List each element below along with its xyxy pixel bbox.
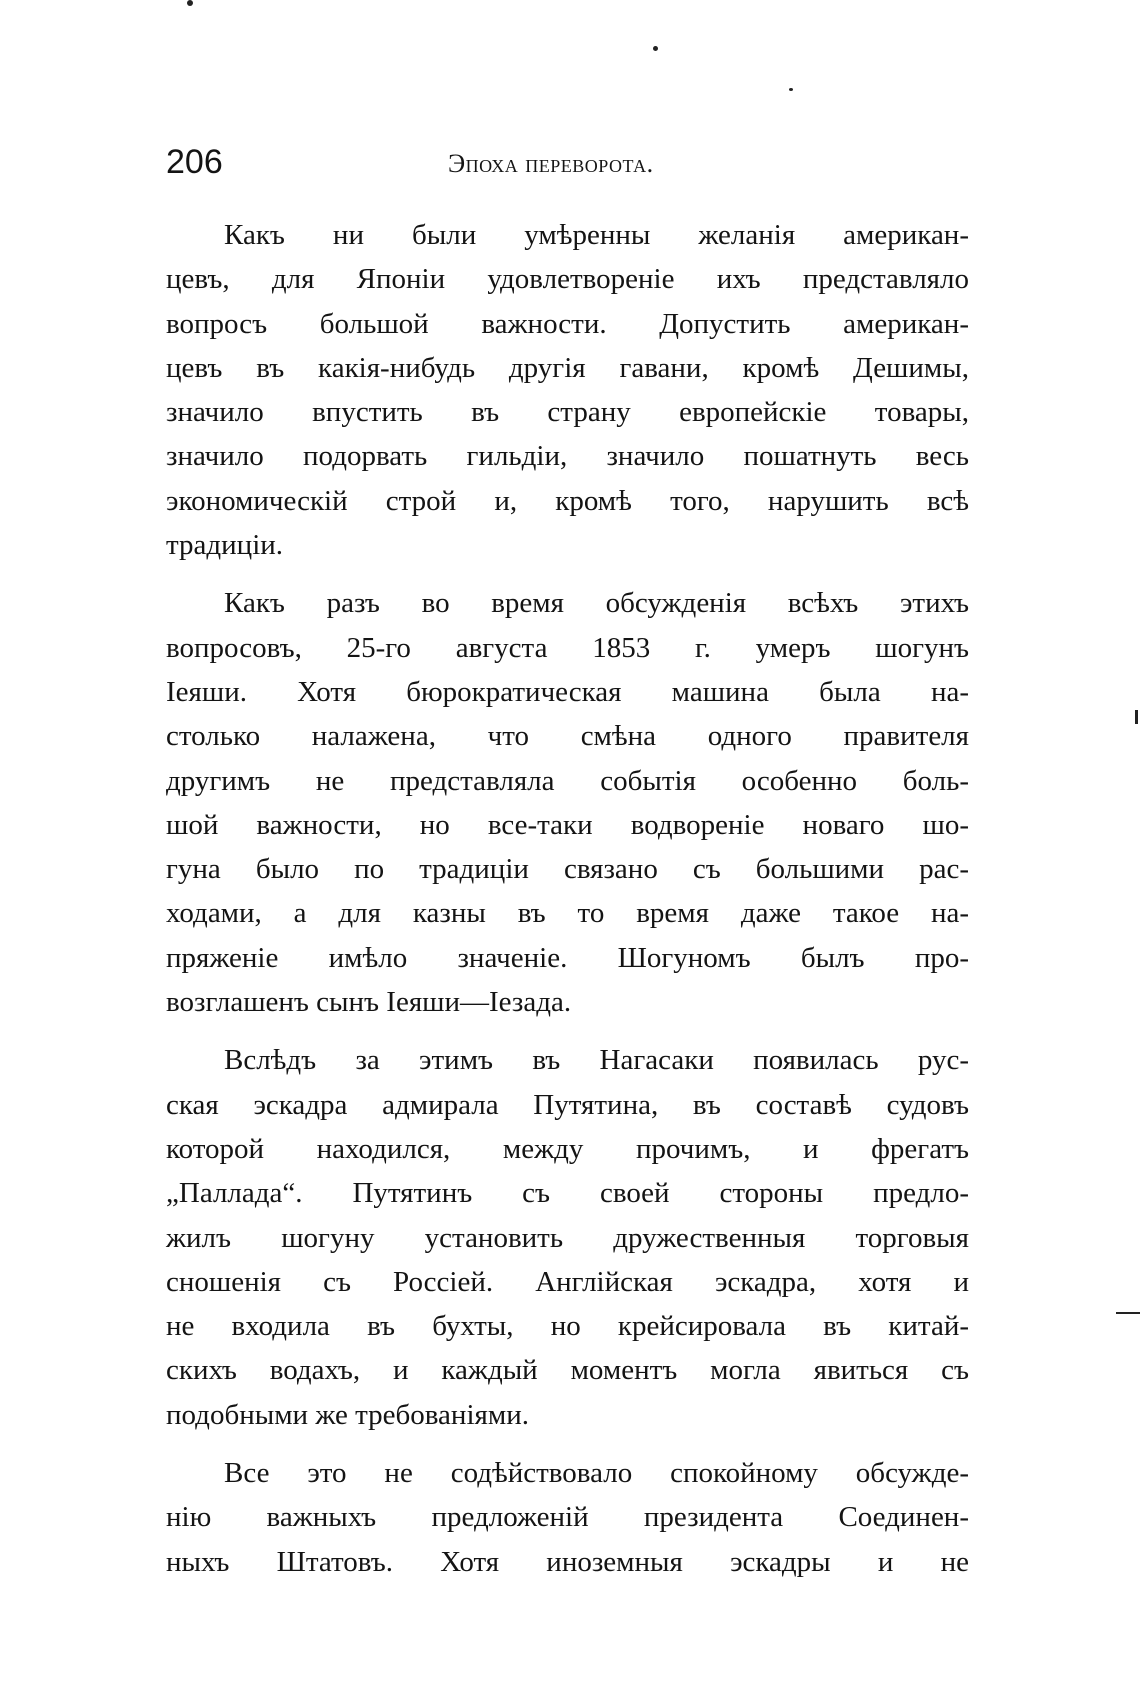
text-line: экономическій строй и, кромѣ того, нарушить всѣ <box>166 484 969 517</box>
text-line: шой важности, но все-таки водвореніе новаго шо- <box>166 808 969 841</box>
body-text <box>166 213 969 1598</box>
text-line: значило подорвать гильдіи, значило пошатнуть весь <box>166 440 969 473</box>
text-line: Іеяши. Хотя бюрократическая машина была на- <box>166 675 969 708</box>
text-line: не входила въ бухты, но крейсировала въ китай- <box>166 1310 969 1343</box>
paragraph <box>166 581 969 1024</box>
text-line: которой находился, между прочимъ, и фрегатъ <box>166 1132 969 1165</box>
text-line: „Паллада“. Путятинъ съ своей стороны предло- <box>166 1177 969 1210</box>
page-number: 206 <box>166 143 223 181</box>
scan-speck <box>653 46 658 51</box>
text-line: ходами, а для казны въ то время даже такое на- <box>166 897 969 930</box>
text-line: Какъ разъ во время обсужденія всѣхъ этихъ <box>224 587 969 620</box>
text-line: возглашенъ сынъ Іеяши—Іезада. <box>166 986 572 1019</box>
paragraph <box>166 1038 969 1437</box>
text-line: традиціи. <box>166 529 284 562</box>
text-line: нію важныхъ предложеній президента Соединен- <box>166 1501 969 1534</box>
text-line: столько налажена, что смѣна одного правителя <box>166 720 969 753</box>
text-line: цевъ, для Японіи удовлетвореніе ихъ представляло <box>166 263 969 296</box>
text-line: ныхъ Штатовъ. Хотя иноземныя эскадры и не <box>166 1545 969 1578</box>
text-line: значило впустить въ страну европейскіе товары, <box>166 396 969 429</box>
text-line: жилъ шогуну установить дружественныя торговыя <box>166 1221 969 1254</box>
text-line: сношенія съ Россіей. Англійская эскадра, хотя и <box>166 1265 969 1298</box>
text-line: скихъ водахъ, и каждый моментъ могла явиться съ <box>166 1354 969 1387</box>
text-line: пряженіе имѣло значеніе. Шогуномъ былъ про- <box>166 941 969 974</box>
paragraph <box>166 1451 969 1584</box>
text-line: другимъ не представляла событія особенно боль- <box>166 764 969 797</box>
scan-edge-mark <box>1135 710 1138 724</box>
text-line: вопросъ большой важности. Допустить американ- <box>166 307 969 340</box>
text-line: Какъ ни были умѣренны желанія американ- <box>224 219 969 251</box>
text-line: подобными же требованіями. <box>166 1398 529 1431</box>
scan-speck <box>187 0 193 6</box>
text-line: ская эскадра адмирала Путятина, въ составѣ судовъ <box>166 1088 969 1121</box>
text-line: Все это не содѣйствовало спокойному обсужде- <box>224 1457 969 1490</box>
text-line: цевъ въ какія-нибудь другія гавани, кромѣ Дешимы, <box>166 351 969 384</box>
scan-edge-mark <box>1116 1312 1140 1314</box>
scan-speck <box>789 88 793 91</box>
paragraph <box>166 213 969 567</box>
text-line: гуна было по традиціи связано съ большими рас- <box>166 853 969 886</box>
text-line: вопросовъ, 25-го августа 1853 г. умеръ шогунъ <box>166 631 969 664</box>
running-title: Эпоха переворота. <box>448 149 654 178</box>
page-header <box>166 138 966 186</box>
text-line: Вслѣдъ за этимъ въ Нагасаки появилась рус- <box>224 1044 969 1077</box>
